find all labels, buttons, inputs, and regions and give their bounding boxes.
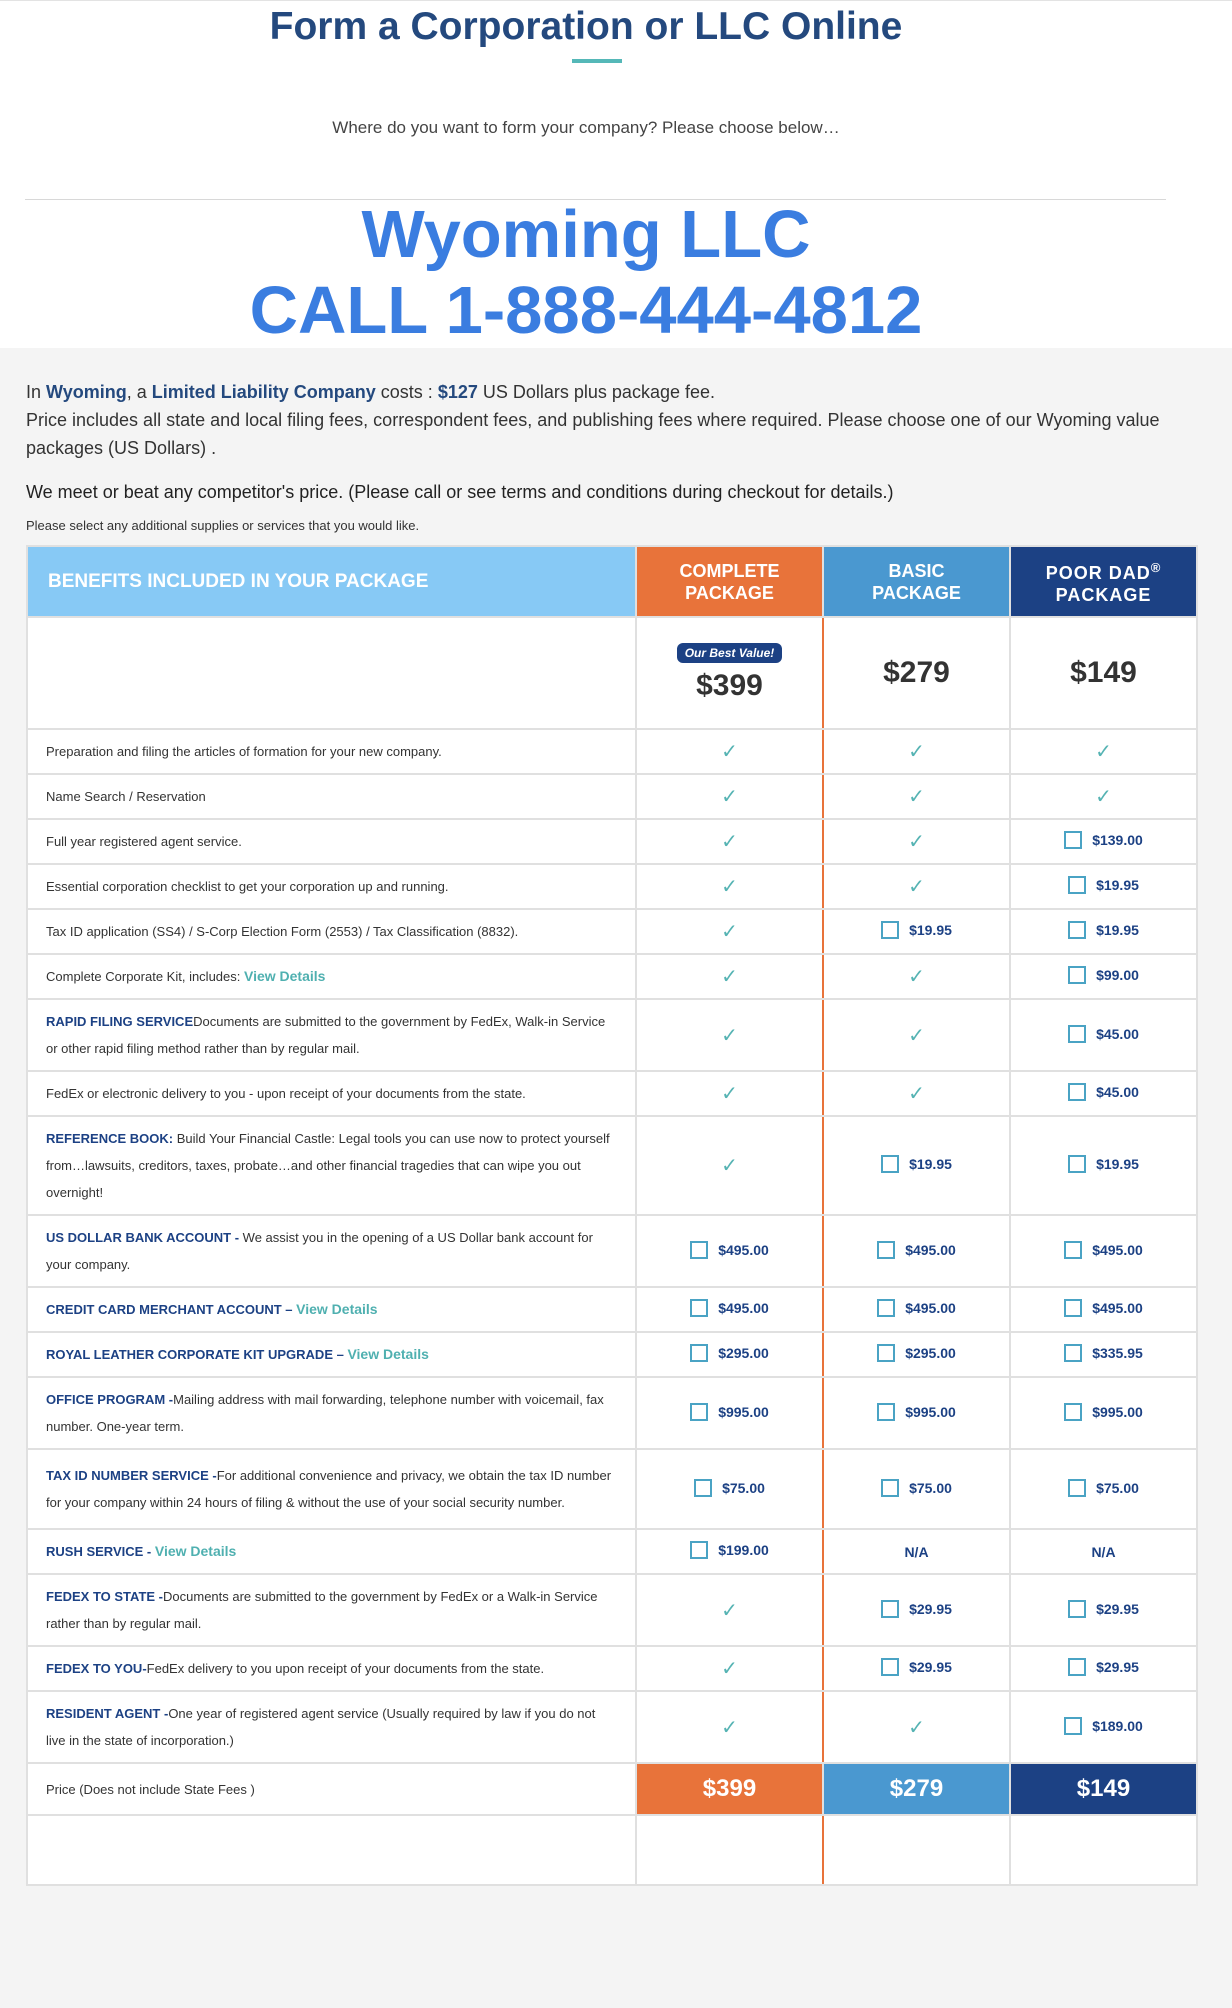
check-icon: ✓ [1095,741,1112,763]
benefit-row [27,1071,1197,1116]
benefit-text: Build Your Financial Castle: Legal tools you can use now to protect yourself from…lawsuits, creditors, taxes, probate…and other financial tragedies that can wipe you out overnight! [46,1131,610,1200]
benefit-description [27,774,636,819]
intro-line2: Price includes all state and local filing fees, correspondent fees, and publishing fees where required. Please choose one of our Wyoming value packages (US Dollars) . [26,410,1160,458]
basic-package-cell [823,774,1010,819]
addon-option[interactable] [1068,876,1139,894]
total-price-label: Price (Does not include State Fees ) [27,1763,636,1815]
addon-checkbox[interactable] [881,1658,899,1676]
not-available: N/A [904,1543,929,1560]
addon-option[interactable] [881,921,952,939]
check-icon: ✓ [908,741,925,763]
basic-price-cell [823,617,1010,729]
benefit-row [27,864,1197,909]
addon-checkbox[interactable] [1068,966,1086,984]
addon-checkbox[interactable] [690,1344,708,1362]
price-row-blank [27,617,636,729]
addon-checkbox[interactable] [881,921,899,939]
benefit-label: REFERENCE BOOK: [46,1131,174,1146]
poor-price: $149 [1070,656,1137,689]
addon-checkbox[interactable] [1064,1344,1082,1362]
addon-option[interactable] [1068,1600,1139,1618]
basic-package-cell [823,819,1010,864]
addon-price: $495.00 [905,1241,956,1258]
basic-package-cell [823,1529,1010,1574]
benefit-row [27,1332,1197,1377]
intro-plus: US Dollars plus package fee. [482,382,715,402]
check-icon: ✓ [721,876,738,898]
addon-option[interactable] [877,1403,956,1421]
basic-package-cell [823,1377,1010,1449]
addon-option[interactable] [694,1479,765,1497]
poor-package-cell [1010,729,1197,774]
basic-package-cell [823,1646,1010,1691]
addon-price: $19.95 [1096,922,1139,938]
complete-package-cell [636,999,823,1071]
benefit-text: One year of registered agent service (Usually required by law if you do not live in the state of incorporation.) [46,1706,596,1748]
complete-price-cell [636,617,823,729]
benefit-description [27,819,636,864]
poor-package-cell [1010,1529,1197,1574]
poor-dad-package-header [1010,546,1197,617]
addon-price: $995.00 [905,1403,956,1420]
addon-price: $335.95 [1092,1345,1143,1361]
poor-price-cell [1010,617,1197,729]
headline-phone[interactable]: CALL 1-888-444-4812 [249,273,923,348]
addon-checkbox[interactable] [1068,876,1086,894]
complete-header-line2: PACKAGE [685,582,774,603]
poor-package-cell [1010,1332,1197,1377]
benefit-description [27,1332,636,1377]
basic-package-cell [823,1116,1010,1215]
addon-checkbox[interactable] [877,1299,895,1317]
addon-checkbox[interactable] [1064,831,1082,849]
benefit-label: FEDEX TO STATE - [46,1589,164,1604]
poor-package-cell [1010,1646,1197,1691]
benefit-row [27,819,1197,864]
addon-option[interactable] [1064,1717,1143,1735]
headline [0,197,1172,349]
addon-price: $295.00 [905,1345,956,1361]
complete-package-cell [636,1449,823,1529]
basic-package-cell [823,864,1010,909]
poor-header-line2: PACKAGE [1055,585,1152,605]
bottom-row [27,1815,1197,1885]
addon-option[interactable] [690,1241,769,1259]
complete-package-cell [636,1574,823,1646]
addon-option[interactable] [1068,921,1139,939]
complete-header-line1: COMPLETE [679,560,780,581]
check-icon: ✓ [721,741,738,763]
addon-checkbox[interactable] [1068,1083,1086,1101]
addon-price: $495.00 [905,1300,956,1316]
benefit-description [27,1529,636,1574]
empty-cell [636,1815,823,1885]
basic-package-header [823,546,1010,617]
addon-checkbox[interactable] [881,1155,899,1173]
addon-price: $75.00 [1096,1479,1139,1496]
empty-cell [823,1815,1010,1885]
addon-price: $45.00 [1096,1084,1139,1100]
addon-price: $495.00 [718,1241,769,1258]
benefit-label: ROYAL LEATHER CORPORATE KIT UPGRADE – [46,1347,344,1362]
addon-checkbox[interactable] [881,1600,899,1618]
complete-package-cell [636,1071,823,1116]
view-details-link[interactable]: View Details [347,1346,429,1362]
complete-package-cell [636,729,823,774]
addon-checkbox[interactable] [1068,921,1086,939]
addon-price: $495.00 [1092,1300,1143,1316]
poor-package-cell [1010,909,1197,954]
check-icon: ✓ [721,831,738,853]
addon-checkbox[interactable] [1068,1025,1086,1043]
addon-option[interactable] [1064,1299,1143,1317]
complete-package-cell [636,864,823,909]
basic-total-price: $279 [823,1763,1010,1815]
basic-price: $279 [883,656,950,689]
basic-package-cell [823,909,1010,954]
addon-price: $29.95 [1096,1600,1139,1617]
addon-option[interactable] [690,1541,769,1559]
basic-package-cell [823,1287,1010,1332]
main-content [0,348,1232,2008]
addon-checkbox[interactable] [690,1241,708,1259]
title-underline [572,59,622,63]
benefit-row [27,1377,1197,1449]
check-icon: ✓ [908,876,925,898]
poor-package-cell [1010,1287,1197,1332]
check-icon: ✓ [721,786,738,808]
addon-option[interactable] [877,1344,956,1362]
benefit-text: Preparation and filing the articles of formation for your new company. [46,744,442,759]
benefits-header: BENEFITS INCLUDED IN YOUR PACKAGE [27,546,636,617]
addon-option[interactable] [877,1241,956,1259]
basic-package-cell [823,1574,1010,1646]
benefit-description [27,1215,636,1287]
addon-checkbox[interactable] [877,1403,895,1421]
price-beat-text: We meet or beat any competitor's price. (Please call or see terms and conditions during checkout for details.) [26,482,894,502]
addon-price: $99.00 [1096,967,1139,983]
addon-price: $29.95 [1096,1659,1139,1675]
check-icon: ✓ [1095,786,1112,808]
addon-option[interactable] [690,1344,769,1362]
benefit-label: TAX ID NUMBER SERVICE - [46,1468,217,1483]
complete-package-cell [636,1287,823,1332]
addon-checkbox[interactable] [1064,1403,1082,1421]
benefit-label: RUSH SERVICE - [46,1544,152,1559]
benefit-description [27,1449,636,1529]
complete-package-cell [636,1332,823,1377]
addon-checkbox[interactable] [1068,1658,1086,1676]
addon-price: $19.95 [1096,1156,1139,1172]
check-icon: ✓ [908,786,925,808]
addon-option[interactable] [881,1479,952,1497]
benefit-text: We assist you in the opening of a US Dollar bank account for your company. [46,1230,593,1272]
intro-comma: , a [126,382,147,402]
addon-option[interactable] [1064,831,1143,849]
benefit-row [27,1116,1197,1215]
benefit-row [27,774,1197,819]
addon-checkbox[interactable] [1064,1241,1082,1259]
poor-package-cell [1010,1071,1197,1116]
intro-entity: Limited Liability Company [151,382,376,402]
benefit-text: FedEx or electronic delivery to you - upon receipt of your documents from the state. [46,1086,526,1101]
benefit-row [27,909,1197,954]
poor-header-line1: POOR DAD [1045,563,1151,583]
benefit-row [27,1449,1197,1529]
benefit-text: Essential corporation checklist to get your corporation up and running. [46,879,449,894]
addon-option[interactable] [1068,1658,1139,1676]
basic-package-cell [823,1449,1010,1529]
benefit-description [27,999,636,1071]
benefit-description [27,1377,636,1449]
empty-cell [27,1815,636,1885]
addon-option[interactable] [1068,1479,1139,1497]
complete-package-cell [636,774,823,819]
check-icon: ✓ [721,966,738,988]
addon-checkbox[interactable] [1064,1717,1082,1735]
benefit-description [27,1287,636,1332]
package-price-row [27,617,1197,729]
empty-cell [1010,1815,1197,1885]
addon-price: $995.00 [1092,1403,1143,1420]
addon-option[interactable] [1064,1344,1143,1362]
registered-mark: ® [1150,560,1162,575]
complete-package-cell [636,1215,823,1287]
benefit-text: For additional convenience and privacy, we obtain the tax ID number for your company within 24 hours of filing & without the use of your social security number. [46,1468,612,1510]
addon-option[interactable] [1064,1403,1143,1421]
benefit-label: US DOLLAR BANK ACCOUNT - [46,1230,240,1245]
addon-price: $29.95 [909,1659,952,1675]
benefit-text: Complete Corporate Kit, includes: [46,969,241,984]
addon-checkbox[interactable] [877,1241,895,1259]
check-icon: ✓ [721,1658,738,1680]
select-note: Please select any additional supplies or services that you would like. [26,518,420,533]
benefit-text: Documents are submitted to the government by FedEx, Walk-in Service or other rapid filing method rather than by regular mail. [46,1014,606,1056]
basic-package-cell [823,1215,1010,1287]
benefit-text: Full year registered agent service. [46,834,242,849]
addon-option[interactable] [877,1299,956,1317]
complete-package-cell [636,1529,823,1574]
complete-package-cell [636,1116,823,1215]
benefit-text: Mailing address with mail forwarding, telephone number with voicemail, fax number. One-year term. [46,1392,604,1434]
intro-in: In [26,382,42,402]
check-icon: ✓ [721,1024,738,1047]
basic-package-cell [823,999,1010,1071]
addon-price: $495.00 [1092,1241,1143,1258]
addon-option[interactable] [690,1403,769,1421]
poor-package-cell [1010,819,1197,864]
benefit-description [27,1574,636,1646]
check-icon: ✓ [908,1083,925,1105]
benefit-row [27,1646,1197,1691]
poor-package-cell [1010,1116,1197,1215]
complete-package-cell [636,909,823,954]
complete-package-cell [636,1691,823,1763]
benefit-description [27,864,636,909]
addon-checkbox[interactable] [690,1541,708,1559]
basic-header-line1: BASIC [888,560,945,581]
benefit-row [27,1691,1197,1763]
addon-option[interactable] [881,1155,952,1173]
poor-package-cell [1010,1449,1197,1529]
complete-package-cell [636,819,823,864]
benefit-row [27,1529,1197,1574]
complete-package-cell [636,1377,823,1449]
benefit-row [27,729,1197,774]
addon-price: $189.00 [1092,1717,1143,1734]
benefit-description [27,1646,636,1691]
addon-option[interactable] [881,1658,952,1676]
addon-price: $295.00 [718,1345,769,1361]
package-table [26,545,1198,1886]
view-details-link[interactable]: View Details [296,1301,378,1317]
poor-package-cell [1010,999,1197,1071]
basic-package-cell [823,1332,1010,1377]
intro-text [26,378,1186,462]
addon-price: $75.00 [722,1479,765,1496]
addon-price: $19.95 [1096,877,1139,893]
poor-package-cell [1010,1377,1197,1449]
benefit-label: RESIDENT AGENT - [46,1706,169,1721]
benefit-label: FEDEX TO YOU- [46,1661,147,1676]
addon-checkbox[interactable] [1068,1600,1086,1618]
view-details-link[interactable]: View Details [244,968,326,984]
check-icon: ✓ [908,966,925,988]
complete-package-cell [636,954,823,999]
benefit-text: FedEx delivery to you upon receipt of your documents from the state. [146,1661,545,1676]
benefit-text: Tax ID application (SS4) / S-Corp Election Form (2553) / Tax Classification (8832). [46,924,519,939]
basic-package-cell [823,729,1010,774]
addon-checkbox[interactable] [694,1479,712,1497]
page-title: Form a Corporation or LLC Online [269,5,903,48]
benefit-label: RAPID FILING SERVICE [46,1014,194,1029]
check-icon: ✓ [721,1716,738,1739]
complete-package-header [636,546,823,617]
benefit-row [27,1215,1197,1287]
benefit-row [27,999,1197,1071]
check-icon: ✓ [721,1155,738,1177]
addon-price: $19.95 [909,922,952,938]
addon-option[interactable] [1068,1155,1139,1173]
benefit-row [27,1287,1197,1332]
addon-checkbox[interactable] [690,1299,708,1317]
check-icon: ✓ [908,831,925,853]
addon-option[interactable] [690,1299,769,1317]
basic-package-cell [823,1071,1010,1116]
complete-package-cell [636,1646,823,1691]
benefit-description [27,909,636,954]
headline-state: Wyoming LLC [361,197,811,272]
complete-price: $399 [696,669,763,702]
addon-price: $75.00 [909,1479,952,1496]
check-icon: ✓ [908,1024,925,1047]
addon-option[interactable] [1064,1241,1143,1259]
addon-price: $45.00 [1096,1025,1139,1042]
complete-total-price: $399 [636,1763,823,1815]
poor-package-cell [1010,1574,1197,1646]
check-icon: ✓ [908,1716,925,1739]
addon-option[interactable] [1068,1083,1139,1101]
addon-price: $29.95 [909,1600,952,1617]
poor-package-cell [1010,1691,1197,1763]
view-details-link[interactable]: View Details [154,1543,237,1559]
check-icon: ✓ [721,1083,738,1105]
benefit-description [27,1691,636,1763]
poor-package-cell [1010,864,1197,909]
addon-option[interactable] [1068,966,1139,984]
addon-checkbox[interactable] [881,1479,899,1497]
benefit-row [27,954,1197,999]
benefit-description [27,729,636,774]
addon-price: $199.00 [718,1542,769,1558]
intro-state: Wyoming [46,382,127,402]
addon-price: $995.00 [718,1403,769,1420]
addon-checkbox[interactable] [1068,1155,1086,1173]
basic-package-cell [823,1691,1010,1763]
benefit-description [27,1116,636,1215]
benefit-description [27,1071,636,1116]
best-value-badge: Our Best Value! [677,643,783,663]
choose-prompt: Where do you want to form your company? Please choose below… [332,118,840,137]
check-icon: ✓ [721,921,738,943]
benefit-row [27,1574,1197,1646]
benefit-description [27,954,636,999]
addon-option[interactable] [1068,1025,1139,1043]
addon-option[interactable] [881,1600,952,1618]
addon-checkbox[interactable] [690,1403,708,1421]
check-icon: ✓ [721,1599,738,1622]
total-price-row [27,1763,1197,1815]
benefit-text: Documents are submitted to the government by FedEx or a Walk-in Service rather than by regular mail. [46,1589,598,1631]
addon-price: $495.00 [718,1300,769,1316]
addon-checkbox[interactable] [1064,1299,1082,1317]
basic-header-line2: PACKAGE [872,582,961,603]
poor-package-cell [1010,954,1197,999]
basic-package-cell [823,954,1010,999]
addon-checkbox[interactable] [877,1344,895,1362]
page-header [0,0,1232,348]
addon-price: $139.00 [1092,832,1143,848]
poor-total-price: $149 [1010,1763,1197,1815]
benefit-label: OFFICE PROGRAM - [46,1392,174,1407]
benefit-text: Name Search / Reservation [46,789,206,804]
not-available: N/A [1091,1543,1116,1560]
benefit-label: CREDIT CARD MERCHANT ACCOUNT – [46,1302,293,1317]
intro-fee: $127 [437,382,478,402]
intro-costs: costs : [380,382,433,402]
addon-price: $19.95 [909,1156,952,1172]
poor-package-cell [1010,774,1197,819]
poor-package-cell [1010,1215,1197,1287]
addon-checkbox[interactable] [1068,1479,1086,1497]
